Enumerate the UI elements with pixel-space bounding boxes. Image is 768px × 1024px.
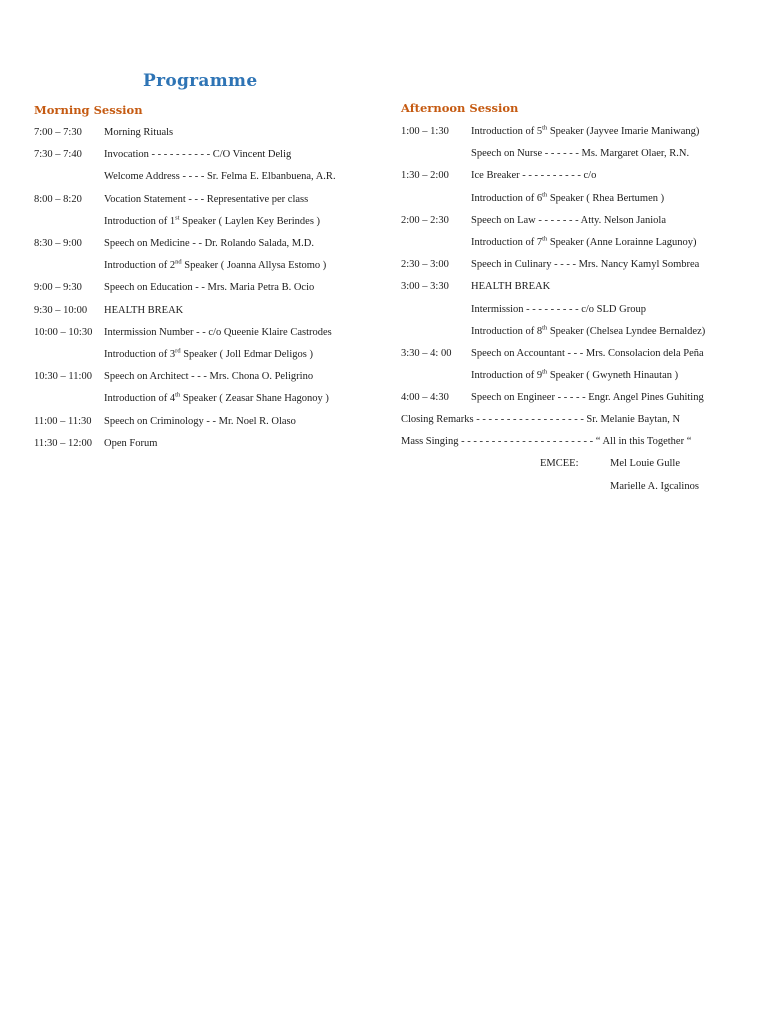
activity-text: Introduction of 7 (471, 237, 543, 248)
activity-description: Invocation - - - - - - - - - - C/O Vincent Delig (104, 149, 292, 161)
activity-description: Welcome Address - - - - Sr. Felma E. Elbanbuena, A.R. (104, 171, 336, 183)
activity-text: Speaker (Jayvee Imarie Maniwang) (547, 126, 700, 137)
time-slot: 3:30 – 4: 00 (401, 348, 452, 359)
time-slot: 9:30 – 10:00 (34, 304, 88, 316)
time-slot: 8:00 – 8:20 (34, 193, 82, 205)
activity-description: Speech on Nurse - - - - - - Ms. Margaret Olaer, R.N. (471, 148, 690, 160)
activity-description (104, 348, 313, 362)
activity-description (104, 392, 329, 406)
activity-description: Speech on Law - - - - - - - Atty. Nelson Janiola (471, 214, 666, 226)
activity-description (471, 236, 697, 250)
activity-text: Introduction of 4 (104, 393, 176, 405)
activity-text: Speaker ( Joll Edmar Deligos ) (180, 349, 313, 360)
activity-description (104, 259, 326, 273)
emcee-name: Marielle A. Igcalinos (610, 481, 699, 492)
activity-text: Introduction of 2 (104, 260, 176, 272)
time-slot: 7:30 – 7:40 (34, 149, 82, 161)
ordinal-suffix: th (542, 191, 548, 199)
ordinal-suffix: th (542, 235, 548, 243)
activity-description: Speech on Engineer - - - - - Engr. Angel Pines Guhiting (471, 392, 704, 404)
activity-description: Open Forum (104, 437, 158, 449)
activity-description: Speech on Architect - - - Mrs. Chona O. Peligrino (104, 371, 314, 383)
activity-text: Speaker ( Laylen Key Berindes ) (179, 215, 321, 227)
activity-description: Speech on Medicine - - Dr. Rolando Salada, M.D. (104, 238, 314, 249)
activity-text: Speaker ( Rhea Bertumen ) (547, 192, 665, 204)
time-slot: 11:00 – 11:30 (34, 415, 92, 427)
activity-text: Introduction of 3 (104, 349, 176, 360)
activity-text: Introduction of 6 (471, 192, 543, 204)
activity-text: Speaker ( Joanna Allysa Estomo ) (181, 260, 327, 272)
time-slot: 1:00 – 1:30 (401, 126, 449, 137)
activity-description: Speech on Education - - Mrs. Maria Petra B. Ocio (104, 282, 315, 294)
activity-description: Intermission - - - - - - - - - c/o SLD Group (471, 303, 646, 315)
activity-text: Introduction of 1 (104, 215, 176, 227)
morning-session-heading: Morning Session (34, 103, 143, 117)
activity-text: Speaker (Chelsea Lyndee Bernaldez) (547, 325, 706, 337)
time-slot: 3:00 – 3:30 (401, 281, 449, 293)
time-slot: 10:00 – 10:30 (34, 326, 93, 338)
activity-text: Introduction of 9 (471, 370, 543, 382)
activity-description: Speech on Accountant - - - Mrs. Consolacion dela Peña (471, 348, 704, 359)
time-slot: 2:00 – 2:30 (401, 214, 449, 226)
activity-description: Morning Rituals (104, 127, 174, 138)
mass-singing: Mass Singing - - - - - - - - - - - - - - - - - - - - - - “ All in this Together “ (401, 436, 692, 447)
time-slot: 8:30 – 9:00 (34, 238, 82, 249)
emcee-label: EMCEE: (540, 458, 579, 469)
activity-description: Speech in Culinary - - - - Mrs. Nancy Kamyl Sombrea (471, 259, 700, 271)
time-slot: 1:30 – 2:00 (401, 170, 449, 182)
activity-description: Speech on Criminology - - Mr. Noel R. Olaso (104, 415, 296, 427)
activity-description (104, 215, 320, 229)
ordinal-suffix: th (175, 391, 181, 399)
time-slot: 2:30 – 3:00 (401, 259, 449, 271)
activity-text: Introduction of 8 (471, 325, 543, 337)
afternoon-session-heading: Afternoon Session (401, 101, 519, 115)
time-slot: 4:00 – 4:30 (401, 392, 449, 404)
activity-description (471, 325, 705, 339)
activity-description (471, 192, 664, 206)
time-slot: 10:30 – 11:00 (34, 371, 92, 383)
page-title: Programme (143, 71, 258, 91)
ordinal-suffix: st (175, 214, 180, 222)
activity-description (471, 369, 678, 383)
activity-text: Speaker ( Gwyneth Hinautan ) (547, 370, 679, 382)
activity-description (471, 125, 699, 139)
emcee-name: Mel Louie Gulle (610, 458, 680, 469)
ordinal-suffix: rd (175, 347, 181, 355)
activity-text: Introduction of 5 (471, 126, 543, 137)
activity-text: Speaker (Anne Lorainne Lagunoy) (547, 237, 697, 248)
activity-text: Speaker ( Zeasar Shane Hagonoy ) (180, 393, 329, 405)
activity-description: HEALTH BREAK (104, 304, 184, 316)
ordinal-suffix: nd (175, 258, 182, 266)
activity-description: Intermission Number - - c/o Queenie Klaire Castrodes (104, 326, 332, 338)
time-slot: 7:00 – 7:30 (34, 127, 82, 138)
ordinal-suffix: th (542, 368, 548, 376)
activity-description: HEALTH BREAK (471, 281, 551, 293)
ordinal-suffix: th (542, 324, 548, 332)
closing-remarks: Closing Remarks - - - - - - - - - - - - - - - - - - Sr. Melanie Baytan, N (401, 414, 681, 425)
activity-description: Vocation Statement - - - Representative per class (104, 193, 309, 205)
time-slot: 9:00 – 9:30 (34, 282, 82, 294)
activity-description: Ice Breaker - - - - - - - - - - c/o (471, 170, 597, 182)
time-slot: 11:30 – 12:00 (34, 437, 92, 449)
ordinal-suffix: th (542, 124, 548, 132)
